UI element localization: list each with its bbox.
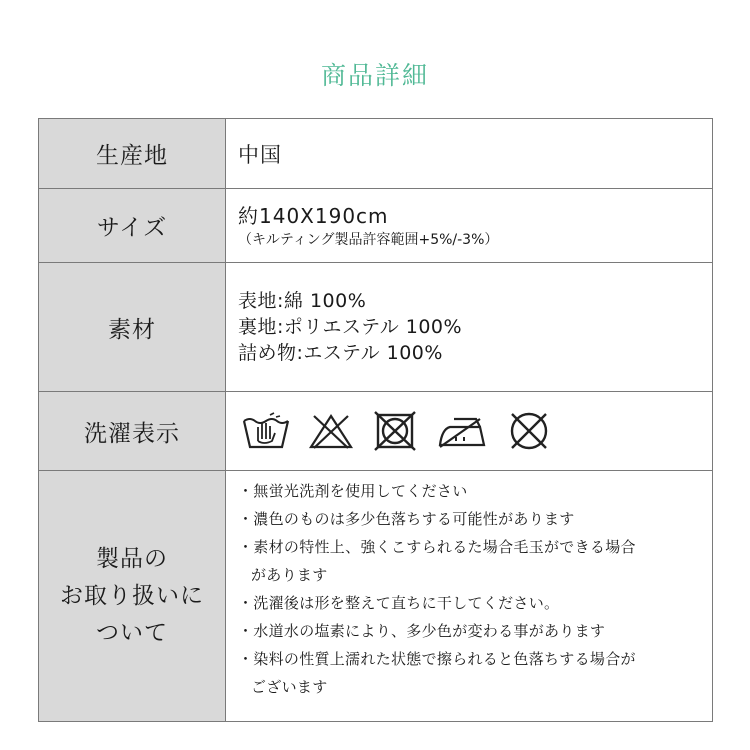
table-row-handling [39,471,713,722]
material-line: 表地:綿 100% [238,290,367,312]
row-value-size [226,189,713,263]
no-bleach-icon [308,411,354,451]
handling-note: ・洗濯後は形を整えて直ちに干してください。 [238,594,560,612]
table-row-care [39,392,713,471]
table-row-material [39,263,713,392]
size-tolerance-note: （キルティング製品許容範囲+5%/-3%） [238,231,499,248]
handling-label-line: お取り扱いに [60,582,204,609]
care-icons [238,410,712,452]
handling-note: ・無蛍光洗剤を使用してください [238,482,468,500]
handling-note: ・染料の性質上濡れた状態で擦られると色落ちする場合が [238,650,636,668]
size-value: 約140X190cm [238,203,389,228]
row-value-origin: 中国 [226,119,713,189]
handling-label-line: ついて [96,619,168,646]
row-label-origin: 生産地 [39,119,226,189]
hand-wash-icon [242,411,290,451]
handling-note: ・素材の特性上、強くこすられるた場合毛玉ができる場合 [238,538,636,556]
table-row-origin [39,119,713,189]
handling-label-line: 製品の [96,545,168,572]
row-label-size: サイズ [39,189,226,263]
row-label-material: 素材 [39,263,226,392]
no-tumble-dry-icon [372,410,418,452]
handling-notes [238,471,712,701]
row-label-care: 洗濯表示 [39,392,226,471]
handling-note-continuation: があります [251,566,328,584]
row-value-handling [226,471,713,722]
material-line: 裏地:ポリエステル 100% [238,316,463,338]
no-dry-clean-icon [506,410,552,452]
handling-note: ・濃色のものは多少色落ちする可能性があります [238,510,575,528]
row-label-handling [39,471,226,722]
row-value-care [226,392,713,471]
page-title: 商品詳細 [320,61,429,90]
row-value-material [226,263,713,392]
iron-low-crossed-icon [436,411,488,451]
handling-note-continuation: ございます [251,678,328,696]
table-row-size [39,189,713,263]
handling-note: ・水道水の塩素により、多少色が変わる事があります [238,622,606,640]
material-line: 詰め物:エステル 100% [238,342,443,364]
product-spec-table [38,118,713,722]
